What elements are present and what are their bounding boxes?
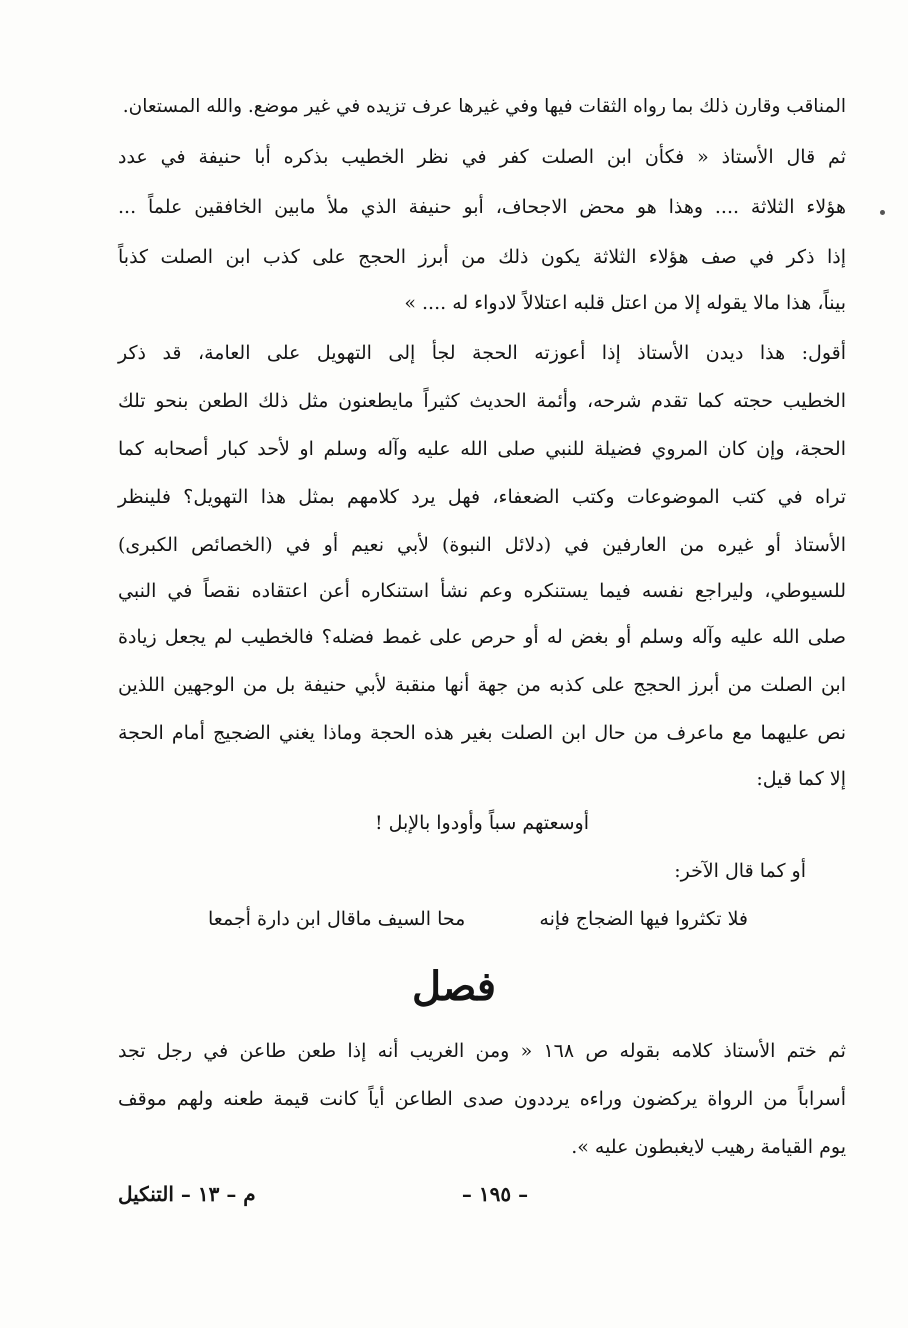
paragraph-4-line-1: ثم ختم الأستاذ كلامه بقوله ص ١٦٨ « ومن الغريب أنه إذا طعن طاعن في رجل تجد — [118, 1040, 846, 1062]
signature-mark: م – ١٣ – التنكيل — [118, 1182, 256, 1206]
paragraph-2-line-1: ثم قال الأستاذ « فكأن ابن الصلت كفر في نظر الخطيب بذكره أبا حنيفة في عدد — [118, 146, 846, 168]
paragraph-4-line-3: يوم القيامة رهيب لايغبطون عليه ». — [571, 1136, 846, 1158]
verse-2-second-hemistich: محا السيف ماقال ابن دارة أجمعا — [208, 908, 466, 930]
paragraph-3-line-8: ابن الصلت من أبرز الحجج على كذبه من جهة أنها منقبة لأبي حنيفة بل من الوجهين اللذين — [118, 674, 846, 696]
paragraph-3-line-4: تراه في كتب الموضوعات وكتب الضعفاء، فهل يرد كلامهم بمثل هذا التهويل؟ فلينظر — [118, 486, 846, 508]
paragraph-2-line-3: إذا ذكر في صف هؤلاء الثلاثة يكون ذلك من أبرز الحجج على كذب ابن الصلت كذباً — [118, 246, 846, 268]
paragraph-2-line-4: بيناً، هذا مالا يقوله إلا من اعتل قلبه اعتلالاً لادواء له .... » — [404, 292, 846, 314]
verse-intro-2: أو كما قال الآخر: — [674, 860, 806, 882]
paragraph-1-line-1: المناقب وقارن ذلك بما رواه الثقات فيها وفي غيرها عرف تزيده في غير موضع. والله المستعان. — [122, 96, 846, 117]
paragraph-3-line-7: صلى الله عليه وآله وسلم أو بغض له أو حرص على غمط فضله؟ فالخطيب لم يجعل زيادة — [118, 626, 846, 648]
margin-mark — [880, 210, 885, 215]
paragraph-4-line-2: أسراباً من الرواة يركضون وراءه يرددون صدى الطاعن أياً كانت قيمة طعنه ولهم موقف — [118, 1088, 846, 1110]
verse-line-1: أوسعتهم سباً وأودوا بالإبل ! — [374, 812, 590, 834]
page-number: – ١٩٥ – — [461, 1182, 529, 1206]
section-heading: فصل — [411, 963, 497, 1010]
paragraph-3-line-6: للسيوطي، وليراجع نفسه فيما يستنكره وعم نشأ استنكاره أعن اعتقاده نقصاً في النبي — [118, 580, 846, 602]
verse-2-first-hemistich: فلا تكثروا فيها الضجاج فإنه — [539, 908, 748, 930]
paragraph-3-line-3: الحجة، وإن كان المروي فضيلة للنبي صلى الله عليه وآله وسلم او لأحد كبار أصحابه كما — [118, 438, 846, 460]
paragraph-3-line-2: الخطيب حجته كما تقدم شرحه، وأئمة الحديث كثيراً مايطعنون مثل ذلك الطعن بنحو تلك — [118, 390, 846, 412]
paragraph-2-line-2: هؤلاء الثلاثة .... وهذا هو محض الاجحاف، أبو حنيفة الذي ملأ مابين الخافقين علماً ... — [118, 196, 846, 218]
paragraph-3-line-9: نص عليهما مع ماعرف من حال ابن الصلت بغير هذه الحجة وماذا يغني الضجيج أمام الحجة — [118, 722, 846, 744]
paragraph-3-line-5: الأستاذ أو غيره من العارفين في (دلائل النبوة) لأبي نعيم أو في (الخصائص الكبرى) — [118, 534, 846, 556]
paragraph-3-line-1: أقول: هذا ديدن الأستاذ إذا أعوزته الحجة لجأ إلى التهويل على العامة، قد ذكر — [118, 342, 846, 364]
paragraph-3-line-10: إلا كما قيل: — [756, 768, 846, 790]
